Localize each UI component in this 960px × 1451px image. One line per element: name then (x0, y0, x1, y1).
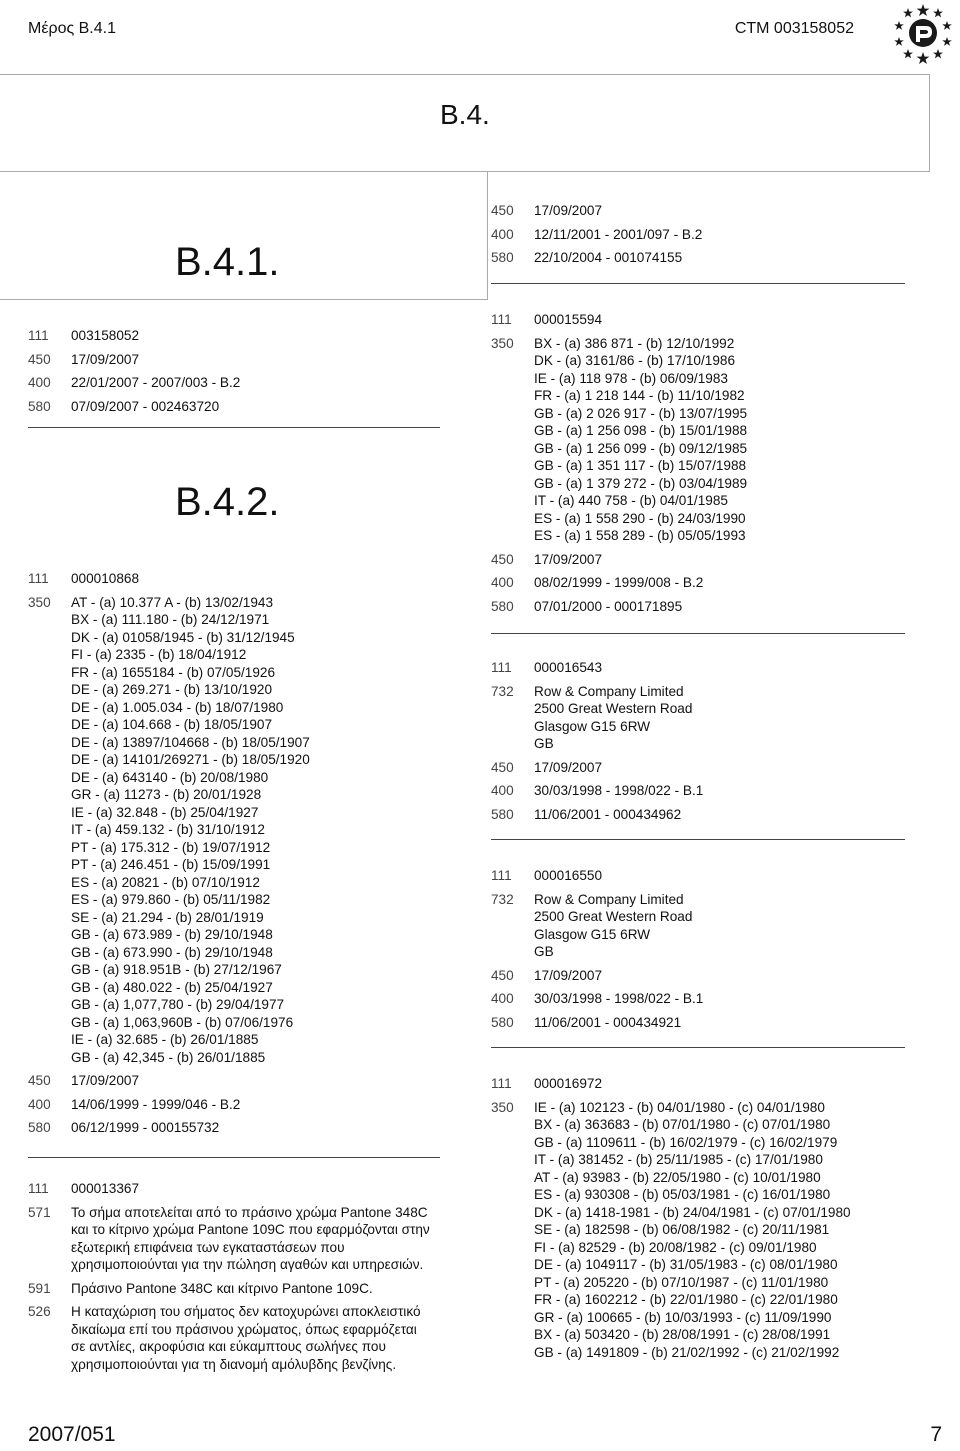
field-value (534, 1014, 931, 1032)
field-111 (491, 1075, 951, 1093)
field-400 (28, 374, 448, 392)
field-value-line: IT - (a) 381452 - (b) 25/11/1985 - (c) 17/01/1980 (534, 1152, 823, 1167)
field-value (534, 335, 931, 545)
field-code: 400 (28, 375, 51, 390)
field-value-line: BX - (a) 363683 - (b) 07/01/1980 - (c) 07/01/1980 (534, 1117, 831, 1132)
field-value-line: PT - (a) 175.312 - (b) 19/07/1912 (71, 839, 271, 855)
field-value (534, 311, 931, 329)
field-value-line: 000015594 (534, 312, 603, 327)
field-value-line: 17/09/2007 (71, 1073, 140, 1088)
field-value-line: PT - (a) 246.451 - (b) 15/09/1991 (71, 857, 271, 872)
field-code: 580 (491, 598, 514, 614)
entry-000016543 (491, 659, 931, 823)
entry-003158052 (28, 327, 448, 415)
field-value-line: DK - (a) 1418-1981 - (b) 24/04/1981 - (c) 07/01/1980 (534, 1204, 851, 1220)
field-value (71, 398, 448, 416)
field-value-line: 2500 Great Western Road (534, 701, 693, 716)
field-value-line: 2500 Great Western Road (534, 909, 693, 924)
field-400 (491, 574, 931, 592)
field-value (534, 226, 931, 244)
field-value (534, 1075, 951, 1093)
field-580 (491, 249, 931, 267)
field-value-line: Row & Company Limited (534, 683, 684, 699)
field-value (71, 351, 448, 369)
field-value-line: 17/09/2007 (71, 351, 140, 367)
field-code: 450 (491, 967, 514, 983)
field-400 (491, 226, 931, 244)
field-value-line: ES - (a) 979.860 - (b) 05/11/1982 (71, 892, 271, 907)
field-value-line: Row & Company Limited (534, 891, 684, 907)
field-value-line: AT - (a) 10.377 A - (b) 13/02/1943 (71, 594, 274, 610)
field-value-line: Πράσινο Pantone 348C και κίτρινο Pantone 109C. (71, 1280, 373, 1296)
field-value-line: DK - (a) 01058/1945 - (b) 31/12/1945 (71, 629, 295, 645)
entry-cont (491, 202, 931, 267)
entry-divider (491, 839, 905, 840)
field-value-line: GB - (a) 2 026 917 - (b) 13/07/1995 (534, 405, 748, 421)
left-column-b42-2 (28, 1180, 468, 1379)
field-value-line: GB - (a) 1491809 - (b) 21/02/1992 - (c) 21/02/1992 (534, 1344, 840, 1360)
ctm-number-header: CTM 003158052 (734, 20, 854, 37)
field-code: 400 (28, 1096, 51, 1112)
field-code: 732 (491, 891, 514, 907)
field-code: 400 (491, 575, 514, 590)
field-value (534, 759, 931, 777)
field-code: 580 (28, 398, 51, 414)
field-value-line: SE - (a) 182598 - (b) 06/08/1982 - (c) 20/11/1981 (534, 1222, 830, 1237)
section-b4-box (0, 74, 930, 172)
field-value (534, 202, 931, 220)
field-350 (491, 1099, 951, 1362)
right-column-4 (491, 1075, 951, 1367)
field-value-line: IE - (a) 102123 - (b) 04/01/1980 - (c) 04/01/1980 (534, 1099, 825, 1115)
field-450 (491, 551, 931, 569)
field-526 (28, 1303, 468, 1373)
field-732 (491, 891, 931, 961)
field-value-line: IT - (a) 440 758 - (b) 04/01/1985 (534, 493, 728, 508)
field-value (71, 1072, 448, 1090)
field-450 (491, 759, 931, 777)
field-value-line: GB (534, 736, 554, 751)
field-value-line: Το σήμα αποτελείται από το πράσινο χρώμα Pantone 348C (71, 1204, 428, 1220)
field-111 (491, 659, 931, 677)
field-value (71, 327, 448, 345)
field-value-line: ES - (a) 930308 - (b) 05/03/1981 - (c) 16/01/1980 (534, 1187, 831, 1202)
entry-000013367 (28, 1180, 468, 1373)
field-value (534, 990, 931, 1008)
field-value-line: 30/03/1998 - 1998/022 - B.1 (534, 991, 704, 1006)
field-value-line: 30/03/1998 - 1998/022 - B.1 (534, 783, 704, 798)
field-value-line: 17/09/2007 (534, 551, 603, 567)
field-450 (28, 351, 448, 369)
field-value-line: 11/06/2001 - 000434921 (534, 1014, 682, 1030)
field-value-line: ES - (a) 1 558 290 - (b) 24/03/1990 (534, 510, 746, 526)
field-value-line: ES - (a) 1 558 289 - (b) 05/05/1993 (534, 528, 746, 543)
field-value-line: Glasgow G15 6RW (534, 718, 651, 734)
field-value-line: IE - (a) 32.848 - (b) 25/04/1927 (71, 804, 259, 820)
field-350 (491, 335, 931, 545)
field-code: 450 (491, 551, 514, 567)
field-code: 580 (491, 1014, 514, 1030)
field-value-line: AT - (a) 93983 - (b) 22/05/1980 - (c) 10/01/1980 (534, 1169, 821, 1185)
field-code: 450 (491, 203, 514, 218)
field-value-line: DE - (a) 643140 - (b) 20/08/1980 (71, 769, 269, 785)
field-code: 580 (491, 806, 514, 822)
field-value (71, 570, 448, 588)
field-code: 580 (28, 1120, 51, 1135)
field-450 (28, 1072, 448, 1090)
field-732 (491, 683, 931, 753)
field-value-line: ES - (a) 20821 - (b) 07/10/1912 (71, 874, 260, 890)
field-code: 350 (491, 1099, 514, 1115)
field-580 (491, 806, 931, 824)
field-code: 350 (28, 594, 51, 610)
field-value-line: GB - (a) 42,345 - (b) 26/01/1885 (71, 1049, 266, 1065)
field-code: 111 (28, 328, 49, 343)
field-value-line: 12/11/2001 - 2001/097 - B.2 (534, 226, 703, 242)
field-580 (491, 1014, 931, 1032)
field-value-line: χρησιμοποιούνται για την πώληση αγαθών και υπηρεσιών. (71, 1257, 424, 1272)
field-value-line: 17/09/2007 (534, 203, 603, 218)
field-code: 580 (491, 250, 514, 265)
field-value-line: IE - (a) 118 978 - (b) 06/09/1983 (534, 370, 728, 386)
field-value-line: GB - (a) 1 379 272 - (b) 03/04/1989 (534, 475, 748, 491)
field-value-line: 06/12/1999 - 000155732 (71, 1120, 220, 1135)
left-column-b42 (28, 570, 448, 1158)
entry-000016550 (491, 867, 931, 1031)
field-value-line: 000016550 (534, 868, 603, 883)
section-header: Μέρος Β.4.1 (28, 20, 116, 37)
field-400 (491, 782, 931, 800)
field-value-line: FI - (a) 82529 - (b) 20/08/1982 - (c) 09/01/1980 (534, 1239, 817, 1255)
field-code: 111 (491, 312, 512, 327)
entry-divider (491, 633, 905, 634)
field-code: 591 (28, 1280, 51, 1296)
field-value-line: 22/01/2007 - 2007/003 - B.2 (71, 375, 241, 390)
field-value-line: BX - (a) 503420 - (b) 28/08/1991 - (c) 28/08/1991 (534, 1327, 831, 1342)
field-value (534, 806, 931, 824)
field-111 (491, 867, 931, 885)
field-value-line: 000010868 (71, 571, 140, 586)
field-value-line: 22/10/2004 - 001074155 (534, 250, 683, 265)
field-value (534, 249, 931, 267)
entry-000010868 (28, 570, 448, 1137)
field-code: 732 (491, 683, 514, 699)
field-code: 450 (28, 351, 51, 367)
field-value-line: Η καταχώριση του σήματος δεν κατοχυρώνει αποκλειστικό (71, 1304, 421, 1319)
field-571 (28, 1204, 468, 1274)
field-value-line: Glasgow G15 6RW (534, 926, 651, 942)
field-111 (491, 311, 931, 329)
field-value-line: 000013367 (71, 1181, 140, 1196)
right-column-1 (491, 311, 931, 634)
field-value-line: GB (534, 944, 554, 959)
field-value-line: 07/09/2007 - 002463720 (71, 398, 220, 414)
field-code: 450 (28, 1073, 51, 1088)
field-value-line: 17/09/2007 (534, 759, 603, 775)
field-code: 526 (28, 1304, 51, 1319)
field-350 (28, 594, 448, 1067)
field-value-line: FR - (a) 1602212 - (b) 22/01/1980 - (c) 22/01/1980 (534, 1292, 838, 1307)
field-value-line: GB - (a) 1,063,960B - (b) 07/06/1976 (71, 1014, 294, 1030)
field-value-line: GB - (a) 1 256 099 - (b) 09/12/1985 (534, 440, 748, 456)
right-column-3 (491, 867, 931, 1048)
field-value (534, 1099, 951, 1362)
field-value (534, 782, 931, 800)
field-value-line: χρησιμοποιούνται για τη διανομή αμόλυβδης βενζίνης. (71, 1356, 397, 1372)
entry-divider (28, 427, 440, 428)
field-value-line: FI - (a) 2335 - (b) 18/04/1912 (71, 647, 247, 662)
field-value-line: GB - (a) 480.022 - (b) 25/04/1927 (71, 979, 273, 995)
field-value (71, 1280, 468, 1298)
field-value (71, 374, 448, 392)
field-value (534, 891, 931, 961)
field-400 (28, 1096, 448, 1114)
field-580 (28, 1119, 448, 1137)
section-b41-box (0, 172, 488, 300)
field-value-line: GR - (a) 100665 - (b) 10/03/1993 - (c) 11/09/1990 (534, 1309, 832, 1325)
field-value-line: σε αντλίες, ακροφύσια και εύκαμπτους σωλήνες που (71, 1339, 386, 1354)
field-value-line: 11/06/2001 - 000434962 (534, 806, 682, 822)
field-value (71, 1119, 448, 1137)
field-value-line: DE - (a) 1.005.034 - (b) 18/07/1980 (71, 699, 284, 715)
field-value-line: GB - (a) 1 351 117 - (b) 15/07/1988 (534, 458, 747, 473)
field-value-line: IE - (a) 32.685 - (b) 26/01/1885 (71, 1032, 259, 1047)
field-value (71, 1204, 468, 1274)
right-column-top (491, 202, 931, 284)
field-111 (28, 327, 448, 345)
field-value-line: GB - (a) 1,077,780 - (b) 29/04/1977 (71, 997, 285, 1012)
field-code: 571 (28, 1204, 51, 1220)
entry-divider (28, 1157, 440, 1158)
field-111 (28, 1180, 468, 1198)
field-580 (28, 398, 448, 416)
field-111 (28, 570, 448, 588)
field-value (534, 598, 931, 616)
field-code: 400 (491, 226, 514, 242)
field-code: 111 (491, 868, 512, 883)
right-column-2 (491, 659, 931, 840)
field-value-line: DE - (a) 1049117 - (b) 31/05/1983 - (c) 08/01/1980 (534, 1257, 838, 1272)
field-code: 111 (491, 660, 512, 675)
bulletin-issue: 2007/051 (28, 1423, 116, 1446)
field-value (71, 594, 448, 1067)
field-value-line: PT - (a) 205220 - (b) 07/10/1987 - (c) 11/01/1980 (534, 1274, 829, 1290)
field-value-line: DK - (a) 3161/86 - (b) 17/10/1986 (534, 353, 735, 368)
field-400 (491, 990, 931, 1008)
field-code: 400 (491, 991, 514, 1006)
field-value-line: και το κίτρινο χρώμα Pantone 109C που εφαρμόζονται στην (71, 1222, 430, 1237)
field-value (534, 659, 931, 677)
left-column (28, 327, 448, 428)
field-591 (28, 1280, 468, 1298)
field-value-line: 17/09/2007 (534, 967, 603, 983)
field-value-line: GB - (a) 918.951B - (b) 27/12/1967 (71, 962, 282, 977)
field-value-line: BX - (a) 111.180 - (b) 24/12/1971 (71, 612, 270, 627)
field-value-line: 08/02/1999 - 1999/008 - B.2 (534, 575, 704, 590)
entry-divider (491, 1047, 905, 1048)
field-value-line: εξωτερική επιφάνεια των εγκαταστάσεων που (71, 1239, 345, 1255)
entry-000015594 (491, 311, 931, 615)
field-value-line: DE - (a) 14101/269271 - (b) 18/05/1920 (71, 752, 310, 767)
entry-000016972 (491, 1075, 951, 1361)
field-value-line: δικαίωμα επί του πράσινου χρώματος, όπως εφαρμόζεται (71, 1321, 417, 1337)
field-value-line: GR - (a) 11273 - (b) 20/01/1928 (71, 787, 262, 802)
field-code: 111 (491, 1076, 512, 1091)
field-value (534, 683, 931, 753)
field-code: 350 (491, 335, 514, 351)
field-450 (491, 202, 931, 220)
field-code: 111 (28, 571, 49, 586)
field-code: 111 (28, 1181, 49, 1196)
section-b42-title: Β.4.2. (175, 480, 280, 524)
field-value-line: BX - (a) 386 871 - (b) 12/10/1992 (534, 335, 735, 351)
field-value-line: GB - (a) 673.989 - (b) 29/10/1948 (71, 927, 273, 942)
field-value (71, 1303, 468, 1373)
field-value-line: FR - (a) 1 218 144 - (b) 11/10/1982 (534, 388, 745, 403)
field-value (534, 551, 931, 569)
field-value-line: DE - (a) 13897/104668 - (b) 18/05/1907 (71, 734, 310, 750)
field-value-line: GB - (a) 1 256 098 - (b) 15/01/1988 (534, 423, 748, 438)
field-value-line: 000016972 (534, 1076, 603, 1091)
field-value-line: GB - (a) 1109611 - (b) 16/02/1979 - (c) 16/02/1979 (534, 1134, 838, 1150)
section-b41-title: Β.4.1. (175, 240, 280, 284)
field-value-line: 14/06/1999 - 1999/046 - B.2 (71, 1096, 241, 1112)
field-value-line: GB - (a) 673.990 - (b) 29/10/1948 (71, 944, 273, 960)
section-b4-title: Β.4. (440, 99, 490, 130)
field-value-line: FR - (a) 1655184 - (b) 07/05/1926 (71, 664, 276, 680)
field-580 (491, 598, 931, 616)
page-number: 7 (930, 1423, 942, 1446)
field-code: 400 (491, 783, 514, 798)
field-value (71, 1096, 448, 1114)
field-value-line: 07/01/2000 - 000171895 (534, 598, 683, 614)
field-value (534, 967, 931, 985)
field-value-line: SE - (a) 21.294 - (b) 28/01/1919 (71, 909, 264, 925)
field-value-line: DE - (a) 269.271 - (b) 13/10/1920 (71, 682, 272, 697)
eu-ohim-logo-icon (892, 2, 954, 64)
field-450 (491, 967, 931, 985)
field-value (534, 574, 931, 592)
field-value-line: DE - (a) 104.668 - (b) 18/05/1907 (71, 717, 272, 732)
field-value (534, 867, 931, 885)
field-code: 450 (491, 759, 514, 775)
field-value-line: IT - (a) 459.132 - (b) 31/10/1912 (71, 822, 265, 837)
field-value (71, 1180, 468, 1198)
field-value-line: 000016543 (534, 660, 603, 675)
field-value-line: 003158052 (71, 328, 140, 343)
entry-divider (491, 283, 905, 284)
